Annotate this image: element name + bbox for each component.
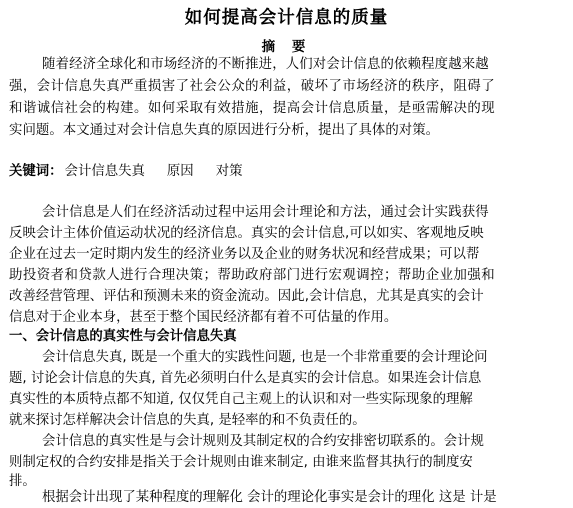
abstract-line: 实问题。本文通过对会计信息失真的原因进行分析，提出了具体的对策。 [9,123,440,138]
abstract-line: 随着经济全球化和市场经济的不断推进，人们对会计信息的依赖程度越来越 [42,57,489,72]
intro-line: 企业在过去一定时期内发生的经济业务以及企业的财务状况和经营成果；可以帮 [9,247,480,262]
section-heading: 一、会计信息的真实性与会计信息失真 [9,329,237,344]
keywords-row [9,162,242,182]
keyword: 对策 [215,164,243,179]
keyword: 会计信息失真 [64,164,145,179]
abstract-heading: 摘 要 [261,39,312,55]
abstract-line: 强，会计信息失真严重损害了社会公众的利益，破坏了市场经济的秩序，阻碍了 [9,79,496,94]
document-title: 如何提高会计信息的质量 [184,8,389,28]
abstract-line: 和谐诚信社会的构建。如何采取有效措施，提高会计信息质量，是亟需解决的现 [9,101,496,116]
section-line: 题, 讨论会计信息的失真, 首先必须明白什么是真实的会计信息。如果连会计信息 [9,371,482,386]
intro-line: 会计信息是人们在经济活动过程中运用会计理论和方法，通过会计实践获得 [42,205,489,220]
keywords-label: 关键词： [9,164,63,179]
section-line: 会计信息失真, 既是一个重大的实践性问题, 也是一个非常重要的会计理论问 [42,350,488,365]
cut-off-line: 根据会计出现了某种程度的理解化 会计的理论化事实是会计的理化 这是 计是 [42,490,497,505]
section-line: 排。 [9,474,36,489]
section-line: 真实性的本质特点都不知道, 仅仅凭自己主观上的认识和对一些实际现象的理解 [9,392,473,407]
intro-line: 反映会计主体价值运动状况的经济信息。真实的会计信息,可以如实、客观地反映 [9,226,484,241]
keyword: 原因 [166,164,194,179]
intro-line: 信息对于企业本身，甚至于整个国民经济都有着不可估量的作用。 [9,310,398,325]
intro-line: 改善经营管理、评估和预测未来的资金流动。因此,会计信息，尤其是真实的会计 [9,289,484,304]
intro-line: 助投资者和贷款人进行合理决策；帮助政府部门进行宏观调控；帮助企业加强和 [9,268,496,283]
section-line: 则制定权的合约安排是指关于会计规则由谁来制定, 由谁来监督其执行的制度安 [9,455,473,470]
section-line: 会计信息的真实性是与会计规则及其制定权的合约安排密切联系的。会计规 [42,434,484,449]
section-line: 就来探讨怎样解决会计信息的失真, 是轻率的和不负责任的。 [9,413,366,428]
